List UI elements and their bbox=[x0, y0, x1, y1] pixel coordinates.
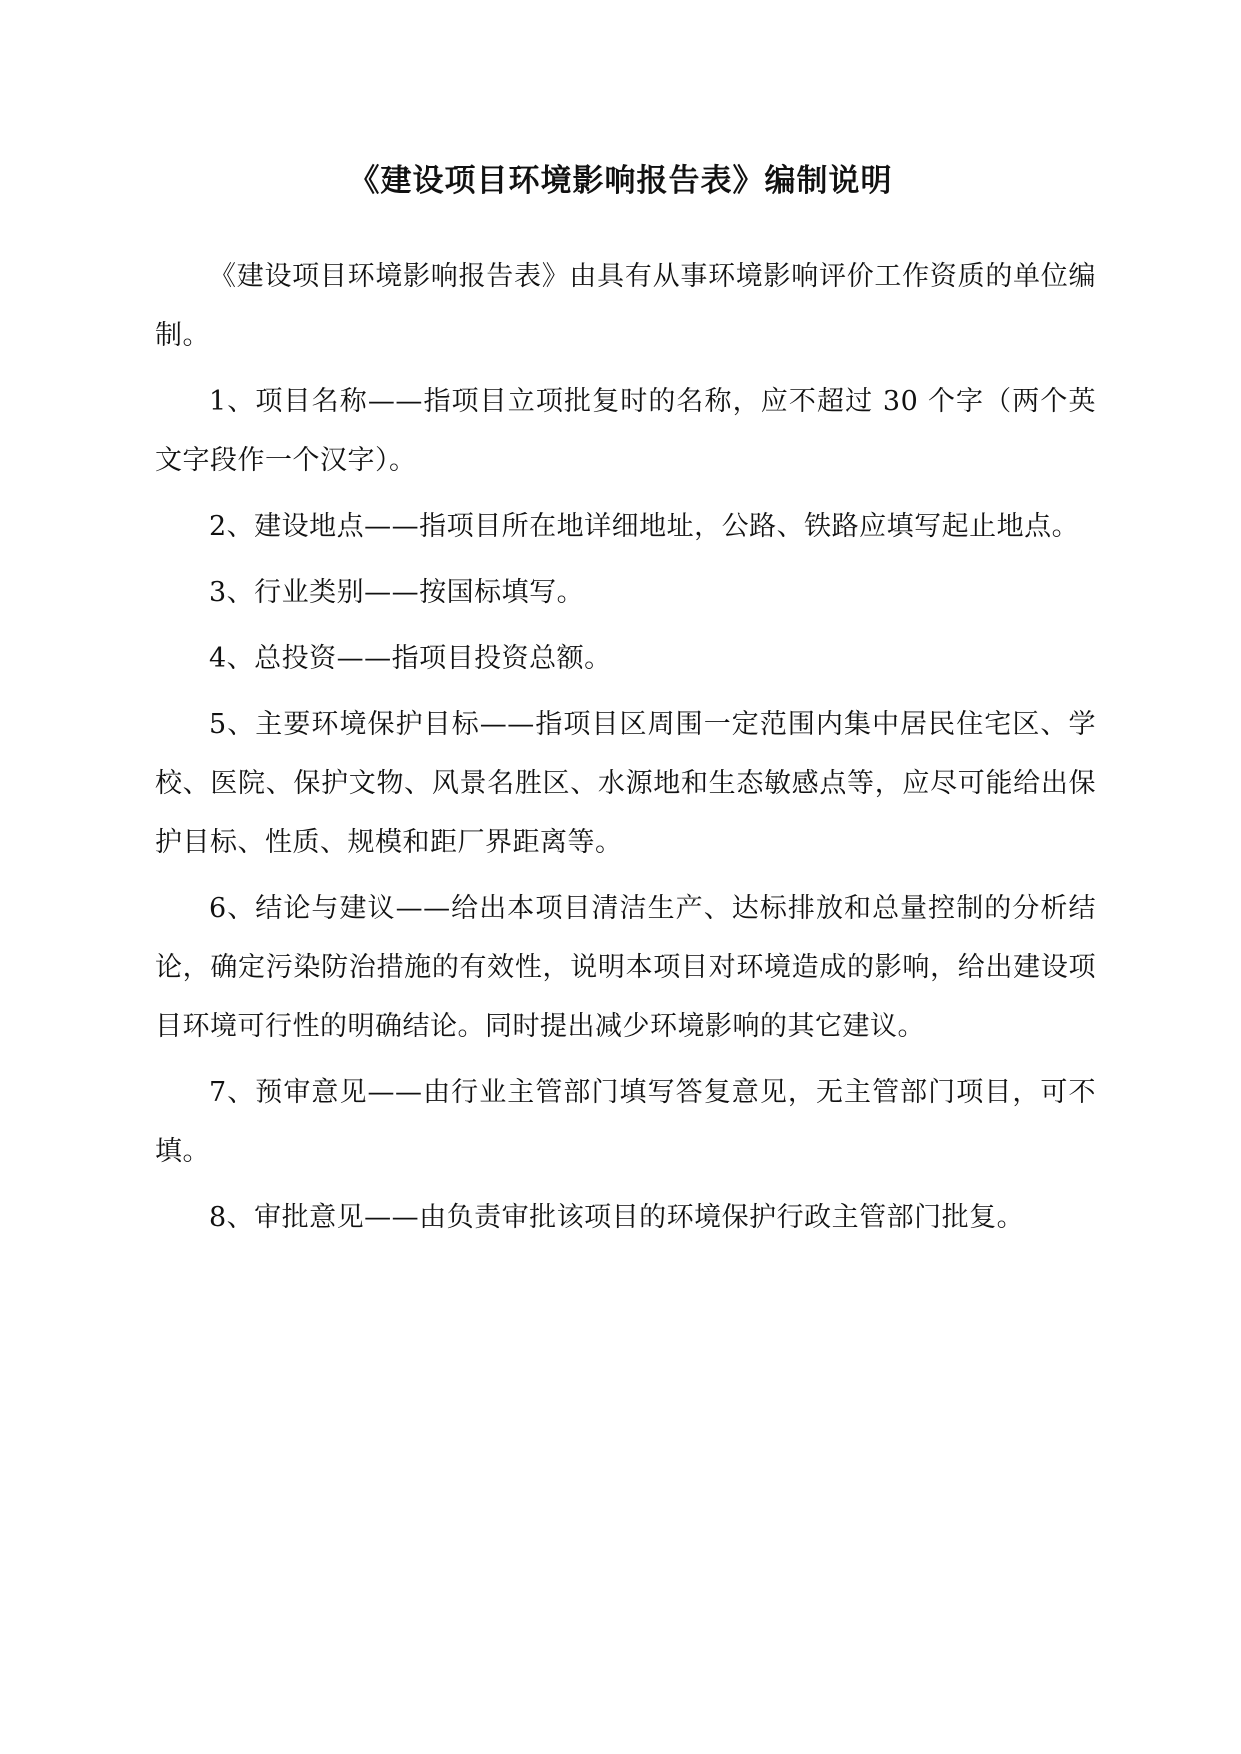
paragraph-item-2: 2、建设地点——指项目所在地详细地址，公路、铁路应填写起止地点。 bbox=[209, 511, 1080, 542]
document-body bbox=[155, 247, 1096, 1247]
paragraph-item-3: 3、行业类别——按国标填写。 bbox=[209, 577, 585, 608]
document-title: 《建设项目环境影响报告表》编制说明 bbox=[348, 163, 893, 199]
paragraph-item-1: 1、项目名称——指项目立项批复时的名称，应不超过 30 个字（两个英文字段作一个汉字）。 bbox=[155, 386, 1096, 476]
paragraph-item-8: 8、审批意见——由负责审批该项目的环境保护行政主管部门批复。 bbox=[209, 1202, 1025, 1233]
paragraph-item-5: 5、主要环境保护目标——指项目区周围一定范围内集中居民住宅区、学校、医院、保护文物、风景名胜区、水源地和生态敏感点等，应尽可能给出保护目标、性质、规模和距厂界距离等。 bbox=[155, 709, 1096, 858]
paragraph-intro: 《建设项目环境影响报告表》由具有从事环境影响评价工作资质的单位编制。 bbox=[155, 261, 1096, 351]
paragraph-item-6: 6、结论与建议——给出本项目清洁生产、达标排放和总量控制的分析结论，确定污染防治措施的有效性，说明本项目对环境造成的影响，给出建设项目环境可行性的明确结论。同时提出减少环境影响的其它建议。 bbox=[155, 893, 1096, 1042]
paragraph-item-7: 7、预审意见——由行业主管部门填写答复意见，无主管部门项目，可不填。 bbox=[155, 1077, 1096, 1167]
paragraph-item-4: 4、总投资——指项目投资总额。 bbox=[209, 643, 612, 674]
